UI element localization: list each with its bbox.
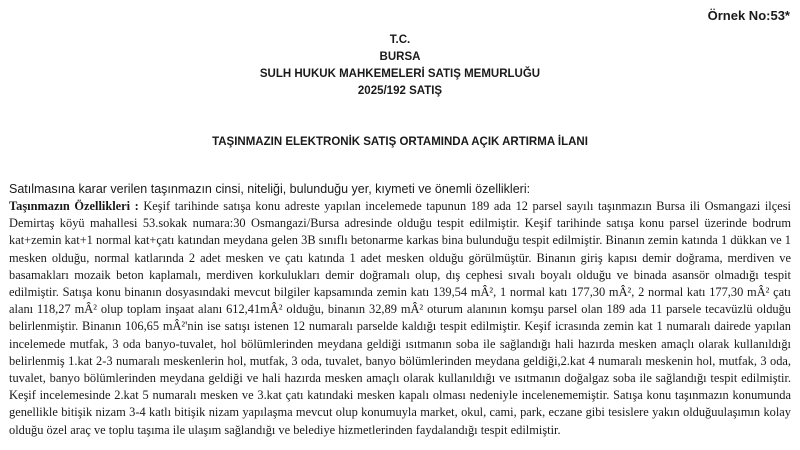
property-description [9, 198, 791, 439]
notice-title: TAŞINMAZIN ELEKTRONİK SATIŞ ORTAMINDA AÇIK ARTIRMA İLANI [212, 136, 588, 148]
header-line-city: BURSA [379, 51, 421, 63]
intro-text: Satılmasına karar verilen taşınmazın cinsi, niteliği, bulunduğu yer, kıymeti ve önemli özellikleri: [9, 182, 531, 196]
property-text: Keşif tarihinde satışa konu adreste yapılan incelemede tapunun 189 ada 12 parsel sayılı taşınmazın Bursa ili Osmangazi ilçesi Demirtaş köyü mahallesi 53.sokak numara:30 Osmangazi/Bursa adresinde olduğu tespit edilmiştir. Keşif tarihinde satışa konu parsel üzerinde bodrum kat+zemin kat+1 normal kat+çatı katından meydana gelen 3B sınıflı betonarme karkas bina bulunduğu tespit edilmiştir. Binanın zemin katında 1 dükkan ve 1 mesken olduğu, normal katlarında 2 adet mesken ve çatı katında 1 adet mesken olduğu görülmüştür. Binanın giriş kapısı demir doğrama, merdiven ve basamakları mozaik beton kaplamalı, merdiven korkulukları demir doğramalı olup, dış cephesi sıvalı boyalı olduğu ve binada asansör olmadığı tespit edilmiştir. Satışa konu binanın dosyasındaki mevcut bilgiler kapsamında zemin katı 139,54 mÂ², 1 normal katı 177,30 mÂ², 2 normal katı 177,30 mÂ² çatı alanı 118,27 mÂ² olup toplam inşaat alanı 612,41mÂ² olduğu, binanın 32,89 mÂ² oturum alanının komşu parsel olan 189 ada 11 parsele tecavüzlü olduğu belirlenmiştir. Binanın 106,65 mÂ²'nin ise satışı istenen 12 numaralı parselde kaldığı tespit edilmiştir. Keşif icrasında zemin kat 1 numaralı dairede yapılan incelemede mutfak, 3 oda banyo-tuvalet, hol bölümlerinden meydana geldiği ısıtmanın soba ile sağlandığı hali hazırda mesken amaçlı olarak kullanıldığı belirlenmiş 1.kat 2-3 numaralı meskenlerin hol, mutfak, 3 oda, tuvalet, banyo bölümlerinden meydana geldiği,2.kat 4 numaralı meskenin hol, mutfak, 3 oda, tuvalet, banyo bölümlerinden meydana geldiği ve hali hazırda mesken amaçlı olarak kullanıldığı ve ısıtmanın doğalgaz soba ile sağlandığı tespit edilmiştir. Keşif incelemesinde 2.kat 5 numaralı mesken ve 3.kat çatı katındaki mesken kapalı olması nedeniyle incelenememiştir. Satışa konu taşınmazın konumunda genellikle bitişik nizam 3-4 katlı bitişik nizam yapılaşma mevcut olup konumuyla market, okul, cami, park, eczane gibi tesislere yakın olduğuulaşımın kolay olduğu özel araç ve toplu taşıma ile ulaşım sağlandığı ve belediye hizmetlerinden faydalandığı tespit edilmiştir. [9, 199, 791, 437]
header-line-tc: T.C. [389, 34, 411, 46]
document-header [0, 32, 800, 100]
header-line-office: SULH HUKUK MAHKEMELERİ SATIŞ MEMURLUĞU [259, 68, 541, 80]
property-label: Taşınmazın Özellikleri : [9, 199, 139, 213]
sample-number: Örnek No:53* [707, 8, 790, 23]
header-line-file-number: 2025/192 SATIŞ [357, 85, 443, 97]
